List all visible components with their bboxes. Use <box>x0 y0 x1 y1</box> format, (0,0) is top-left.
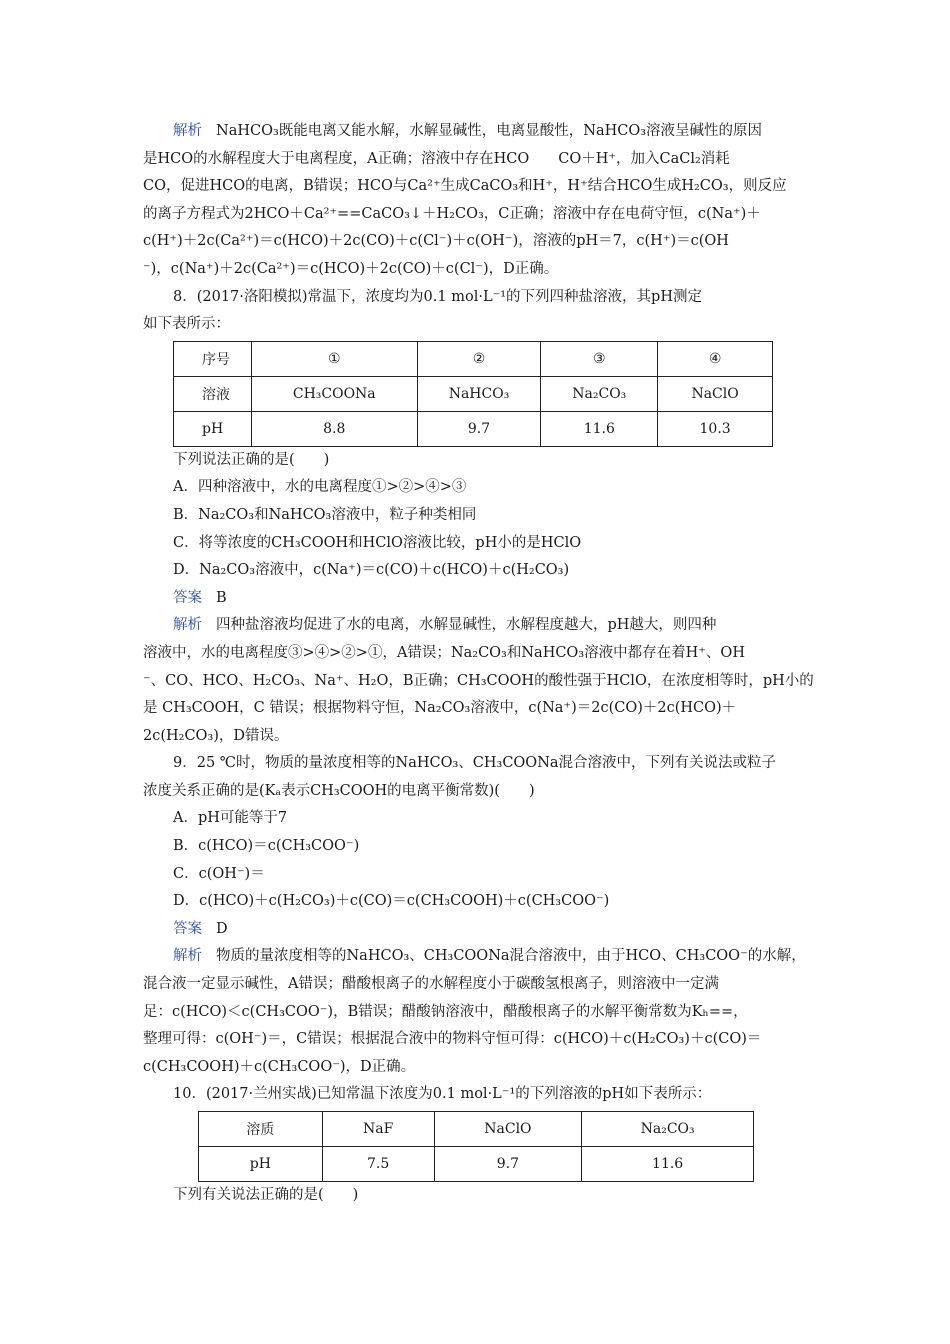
answer-tag: 答案 <box>173 920 202 937</box>
table-row <box>174 411 773 446</box>
table-row <box>174 376 773 411</box>
option-d: D．c(HCO)＋c(H₂CO₃)＋c(CO)＝c(CH₃COOH)＋c(CH₃COO⁻) <box>173 893 610 910</box>
question-stem: 浓度关系正确的是(Kₐ表示CH₃COOH的电离平衡常数)( ) <box>143 782 535 799</box>
text-line: 是HCO的水解程度大于电离程度，A正确；溶液中存在HCO CO＋H⁺，加入CaCl₂消耗 <box>143 150 730 167</box>
table-cell: 序号 <box>174 341 252 376</box>
table-cell: ① <box>251 341 417 376</box>
text-line: 整理可得：c(OH⁻)＝，C错误；根据混合液中的物料守恒可得：c(HCO)＋c(H₂CO₃)＋c(CO)＝ <box>143 1031 762 1048</box>
option-a: A．四种溶液中，水的电离程度①>②>④>③ <box>173 479 467 496</box>
table-cell: Na₂CO₃ <box>582 1112 754 1147</box>
text-line: 足：c(HCO)＜c(CH₃COO⁻)，B错误；醋酸钠溶液中，醋酸根离子的水解平衡常数为Kₕ==， <box>143 1003 748 1020</box>
table-cell: CH₃COONa <box>251 376 417 411</box>
answer-value: D <box>216 920 228 937</box>
option-b: B．c(HCO)＝c(CH₃COO⁻) <box>173 838 360 855</box>
explanation-tag: 解析 <box>173 123 202 139</box>
explanation-tag: 解析 <box>173 948 202 965</box>
table-cell: 9.7 <box>434 1147 582 1182</box>
table-cell: ④ <box>658 341 773 376</box>
text-line: 2c(H₂CO₃)，D错误。 <box>143 727 289 744</box>
table-cell: 溶液 <box>174 376 252 411</box>
question-stem: 9．25 ℃时，物质的量浓度相等的NaHCO₃、CH₃COONa混合溶液中，下列有关说法或粒子 <box>173 755 777 772</box>
table-cell: 9.7 <box>417 411 541 446</box>
explanation-tag: 解析 <box>173 617 202 634</box>
answer-value: B <box>216 589 227 606</box>
table-cell: 10.3 <box>658 411 773 446</box>
text-line: 的离子方程式为2HCO＋Ca²⁺==CaCO₃↓＋H₂CO₃，C正确；溶液中存在电荷守恒，c(Na⁺)＋ <box>143 205 761 222</box>
table-cell: 11.6 <box>541 411 658 446</box>
text-line: ⁻、CO、HCO、H₂CO₃、Na⁺、H₂O，B正确；CH₃COOH的酸性强于HClO，在浓度相等时，pH小的 <box>143 672 814 689</box>
question-stem: 如下表所示： <box>143 316 230 333</box>
table-cell: 11.6 <box>582 1147 754 1182</box>
table-cell: ③ <box>541 341 658 376</box>
option-c: C．c(OH⁻)＝ <box>173 865 265 882</box>
question-stem: 10．(2017·兰州实战)已知常温下浓度为0.1 mol·L⁻¹的下列溶液的pH如下表所示： <box>173 1086 712 1103</box>
table-cell: NaHCO₃ <box>417 376 541 411</box>
question-prompt: 下列有关说法正确的是( ) <box>173 1187 359 1203</box>
question-8 <box>143 284 813 751</box>
text-line: c(H⁺)＋2c(Ca²⁺)＝c(HCO)＋2c(CO)＋c(Cl⁻)＋c(OH⁻)，溶液的pH＝7，c(H⁺)＝c(OH <box>143 233 729 250</box>
text-line: 混合液一定显示碱性，A错误；醋酸根离子的水解程度小于碳酸氢根离子，则溶液中一定满 <box>143 976 719 993</box>
text-line: c(CH₃COOH)＋c(CH₃COO⁻)，D正确。 <box>143 1058 416 1075</box>
question-prompt: 下列说法正确的是( ) <box>173 451 330 468</box>
text-line: 物质的量浓度相等的NaHCO₃、CH₃COONa混合溶液中，由于HCO、CH₃COO⁻的水解， <box>216 948 806 965</box>
ph-table <box>198 1111 754 1182</box>
ph-table <box>173 341 773 447</box>
table-cell: ② <box>417 341 541 376</box>
question-9 <box>143 750 813 1081</box>
text-line: CO，促进HCO的电离，B错误；HCO与Ca²⁺生成CaCO₃和H⁺，H⁺结合HCO生成H₂CO₃，则反应 <box>143 178 787 195</box>
table-cell: NaClO <box>434 1112 582 1147</box>
question-10 <box>143 1081 813 1209</box>
answer-tag: 答案 <box>173 589 202 606</box>
table-cell: 7.5 <box>322 1147 434 1182</box>
option-b: B．Na₂CO₃和NaHCO₃溶液中，粒子种类相同 <box>173 506 477 523</box>
table-row <box>199 1112 754 1147</box>
text-line: 是 CH₃COOH，C 错误；根据物料守恒，Na₂CO₃溶液中，c(Na⁺)＝2c(CO)＋2c(HCO)＋ <box>143 700 737 717</box>
text-line: 溶液中，水的电离程度③>④>②>①，A错误；Na₂CO₃和NaHCO₃溶液中都存在着H⁺、OH <box>143 644 745 661</box>
option-a: A．pH可能等于7 <box>173 810 288 827</box>
q7-explanation <box>143 118 813 284</box>
table-cell: NaF <box>322 1112 434 1147</box>
text-line: NaHCO₃既能电离又能水解，水解显碱性，电离显酸性，NaHCO₃溶液呈碱性的原因 <box>216 123 763 139</box>
table-cell: pH <box>199 1147 323 1182</box>
table-cell: 溶质 <box>199 1112 323 1147</box>
table-cell: pH <box>174 411 252 446</box>
table-row <box>174 341 773 376</box>
table-row <box>199 1147 754 1182</box>
option-d: D．Na₂CO₃溶液中，c(Na⁺)＝c(CO)＋c(HCO)＋c(H₂CO₃) <box>173 562 570 579</box>
text-line: 四种盐溶液均促进了水的电离，水解显碱性，水解程度越大，pH越大，则四种 <box>216 617 717 634</box>
option-c: C．将等浓度的CH₃COOH和HClO溶液比较，pH小的是HClO <box>173 534 582 551</box>
question-stem: 8．(2017·洛阳模拟)常温下，浓度均为0.1 mol·L⁻¹的下列四种盐溶液，其pH测定 <box>173 288 702 305</box>
table-cell: Na₂CO₃ <box>541 376 658 411</box>
document-page <box>143 118 813 1210</box>
text-line: ⁻)，c(Na⁺)＋2c(Ca²⁺)＝c(HCO)＋2c(CO)＋c(Cl⁻)，D正确。 <box>143 260 559 277</box>
table-cell: NaClO <box>658 376 773 411</box>
table-cell: 8.8 <box>251 411 417 446</box>
